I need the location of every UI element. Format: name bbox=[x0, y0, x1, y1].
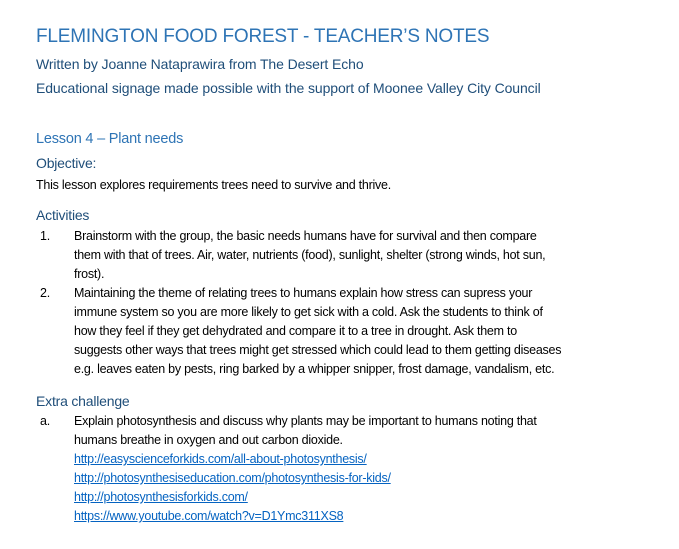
activity-line: immune system so you are more likely to get sick with a cold. Ask the students to think of bbox=[74, 305, 543, 319]
link-photosynthesisforkids[interactable]: http://photosynthesisforkids.com/ bbox=[74, 490, 248, 504]
author-line: Written by Joanne Nataprawira from The Desert Echo bbox=[36, 56, 364, 72]
activity-line: Brainstorm with the group, the basic needs humans have for survival and then compare bbox=[74, 229, 537, 243]
extra-line: Explain photosynthesis and discuss why plants may be important to humans noting that bbox=[74, 414, 537, 428]
link-youtube-video[interactable]: https://www.youtube.com/watch?v=D1Ymc311XS8 bbox=[74, 509, 344, 523]
objective-heading: Objective: bbox=[36, 155, 97, 171]
extra-challenge-heading: Extra challenge bbox=[36, 393, 130, 409]
document-title: FLEMINGTON FOOD FOREST - TEACHER’S NOTES bbox=[36, 26, 490, 47]
activity-line: them with that of trees. Air, water, nutrients (food), sunlight, shelter (strong winds, hot sun, bbox=[74, 248, 546, 262]
activity-line: e.g. leaves eaten by pests, ring barked by a whipper snipper, frost damage, vandalism, etc. bbox=[74, 362, 555, 376]
list-marker: 1. bbox=[40, 229, 50, 243]
support-line: Educational signage made possible with the support of Moonee Valley City Council bbox=[36, 80, 541, 96]
activity-line: how they feel if they get dehydrated and compare it to a tree in drought. Ask them to bbox=[74, 324, 517, 338]
list-marker: 2. bbox=[40, 286, 50, 300]
list-marker: a. bbox=[40, 414, 50, 428]
activity-line: suggests other ways that trees might get stressed which could lead to them getting diseases bbox=[74, 343, 562, 357]
extra-line: humans breathe in oxygen and out carbon dioxide. bbox=[74, 433, 343, 447]
lesson-heading: Lesson 4 – Plant needs bbox=[36, 131, 184, 147]
activity-line: Maintaining the theme of relating trees to humans explain how stress can supress your bbox=[74, 286, 533, 300]
activity-line: frost). bbox=[74, 267, 105, 281]
link-easyscienceforkids[interactable]: http://easyscienceforkids.com/all-about-photosynthesis/ bbox=[74, 452, 367, 466]
link-photosynthesiseducation[interactable]: http://photosynthesiseducation.com/photosynthesis-for-kids/ bbox=[74, 471, 391, 485]
objective-text: This lesson explores requirements trees need to survive and thrive. bbox=[36, 178, 391, 192]
activities-heading: Activities bbox=[36, 207, 90, 223]
